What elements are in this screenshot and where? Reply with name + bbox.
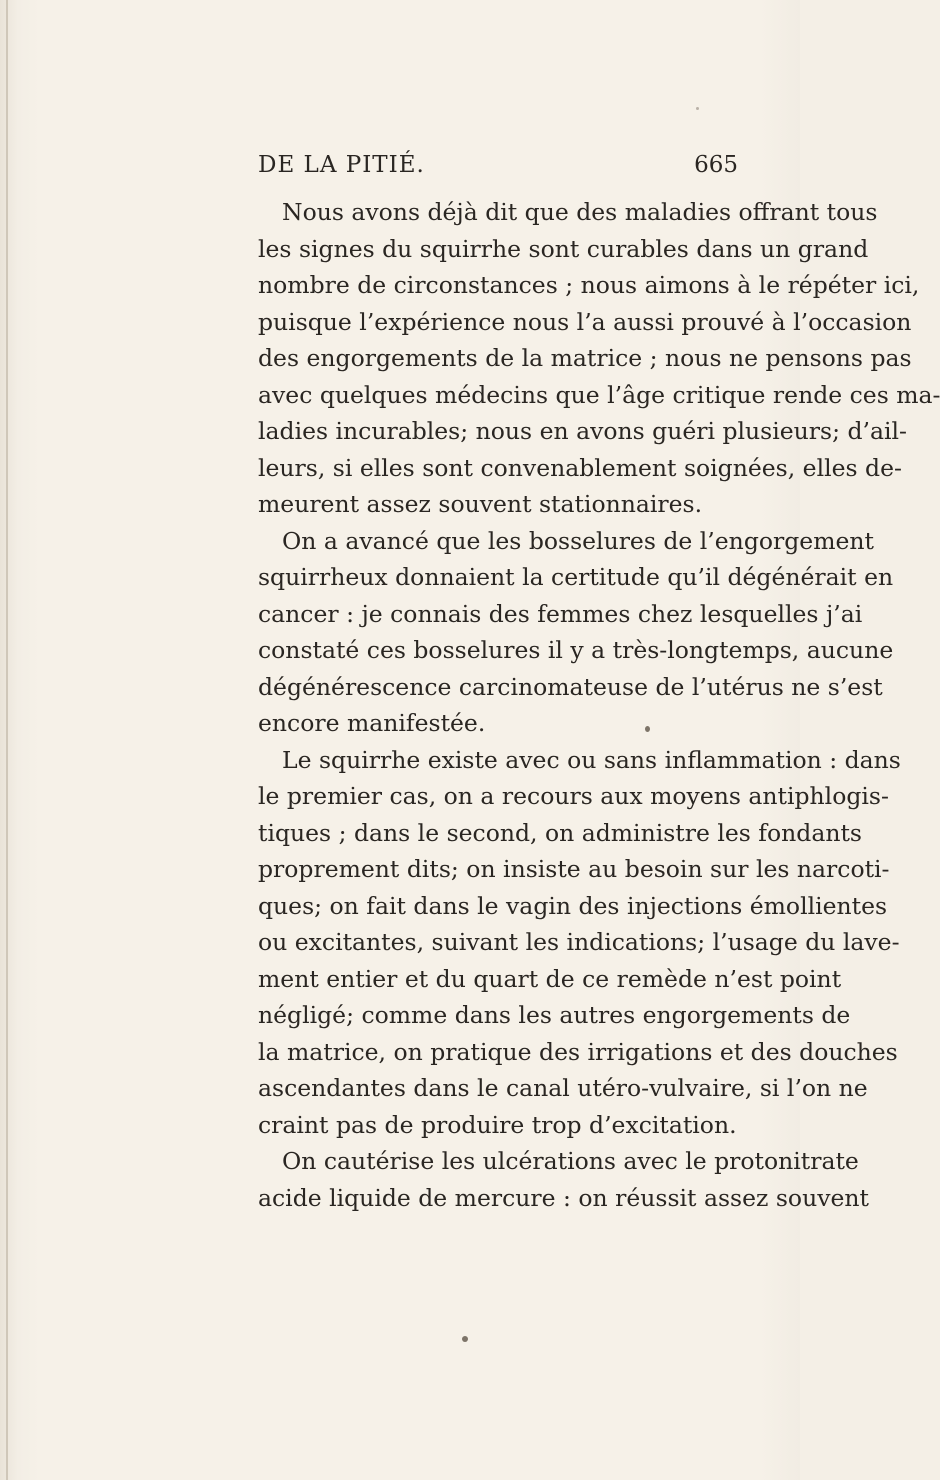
running-head <box>258 152 738 184</box>
text-line: ou excitantes, suivant les indications; l’usage du lave- <box>258 928 900 956</box>
text-line: cancer : je connais des femmes chez lesquelles j’ai <box>258 599 863 628</box>
text-line: On a avancé que les bosselures de l’engorgement <box>282 526 874 555</box>
text-line: Le squirrhe existe avec ou sans inflammation : dans <box>282 745 901 774</box>
text-line: puisque l’expérience nous l’a aussi prouvé à l’occasion <box>258 307 912 336</box>
text-line: ques; on fait dans le vagin des injections émollientes <box>258 891 888 920</box>
text-line: nombre de circonstances ; nous aimons à le répéter ici, <box>258 271 920 299</box>
text-line: Nous avons déjà dit que des maladies offrant tous <box>282 198 878 226</box>
text-line: On cautérise les ulcérations avec le protonitrate <box>282 1147 859 1175</box>
running-head-title: DE LA PITIÉ. <box>258 152 425 178</box>
text-line: leurs, si elles sont convenablement soignées, elles de- <box>258 453 902 482</box>
text-line: la matrice, on pratique des irrigations et des douches <box>258 1037 898 1066</box>
page-binding-edge <box>6 0 8 1480</box>
paper-speck <box>696 107 699 110</box>
text-line: le premier cas, on a recours aux moyens antiphlogis- <box>258 782 889 810</box>
text-line: proprement dits; on insiste au besoin sur les narcoti- <box>258 855 890 883</box>
text-line: craint pas de produire trop d’excitation. <box>258 1110 737 1139</box>
page-number: 665 <box>694 152 738 178</box>
text-line: les signes du squirrhe sont curables dans un grand <box>258 234 869 263</box>
text-line: ascendantes dans le canal utéro-vulvaire, si l’on ne <box>258 1074 868 1102</box>
body-text <box>258 194 940 1216</box>
text-line: acide liquide de mercure : on réussit assez souvent <box>258 1183 869 1212</box>
text-line: ment entier et du quart de ce remède n’est point <box>258 964 842 993</box>
text-line: avec quelques médecins que l’âge critique rende ces ma- <box>258 380 940 409</box>
text-line: des engorgements de la matrice ; nous ne pensons pas <box>258 344 912 372</box>
paper-speck <box>462 1336 468 1342</box>
text-line: tiques ; dans le second, on administre les fondants <box>258 818 862 847</box>
text-line: négligé; comme dans les autres engorgements de <box>258 1001 851 1029</box>
text-line: encore manifestée. <box>258 709 486 737</box>
paper-speck <box>645 726 650 732</box>
text-line: squirrheux donnaient la certitude qu’il dégénérait en <box>258 563 894 591</box>
text-line: dégénérescence carcinomateuse de l’utérus ne s’est <box>258 672 883 701</box>
text-line: ladies incurables; nous en avons guéri plusieurs; d’ail- <box>258 417 907 445</box>
text-line: meurent assez souvent stationnaires. <box>258 490 703 518</box>
text-line: constaté ces bosselures il y a très-longtemps, aucune <box>258 636 894 664</box>
